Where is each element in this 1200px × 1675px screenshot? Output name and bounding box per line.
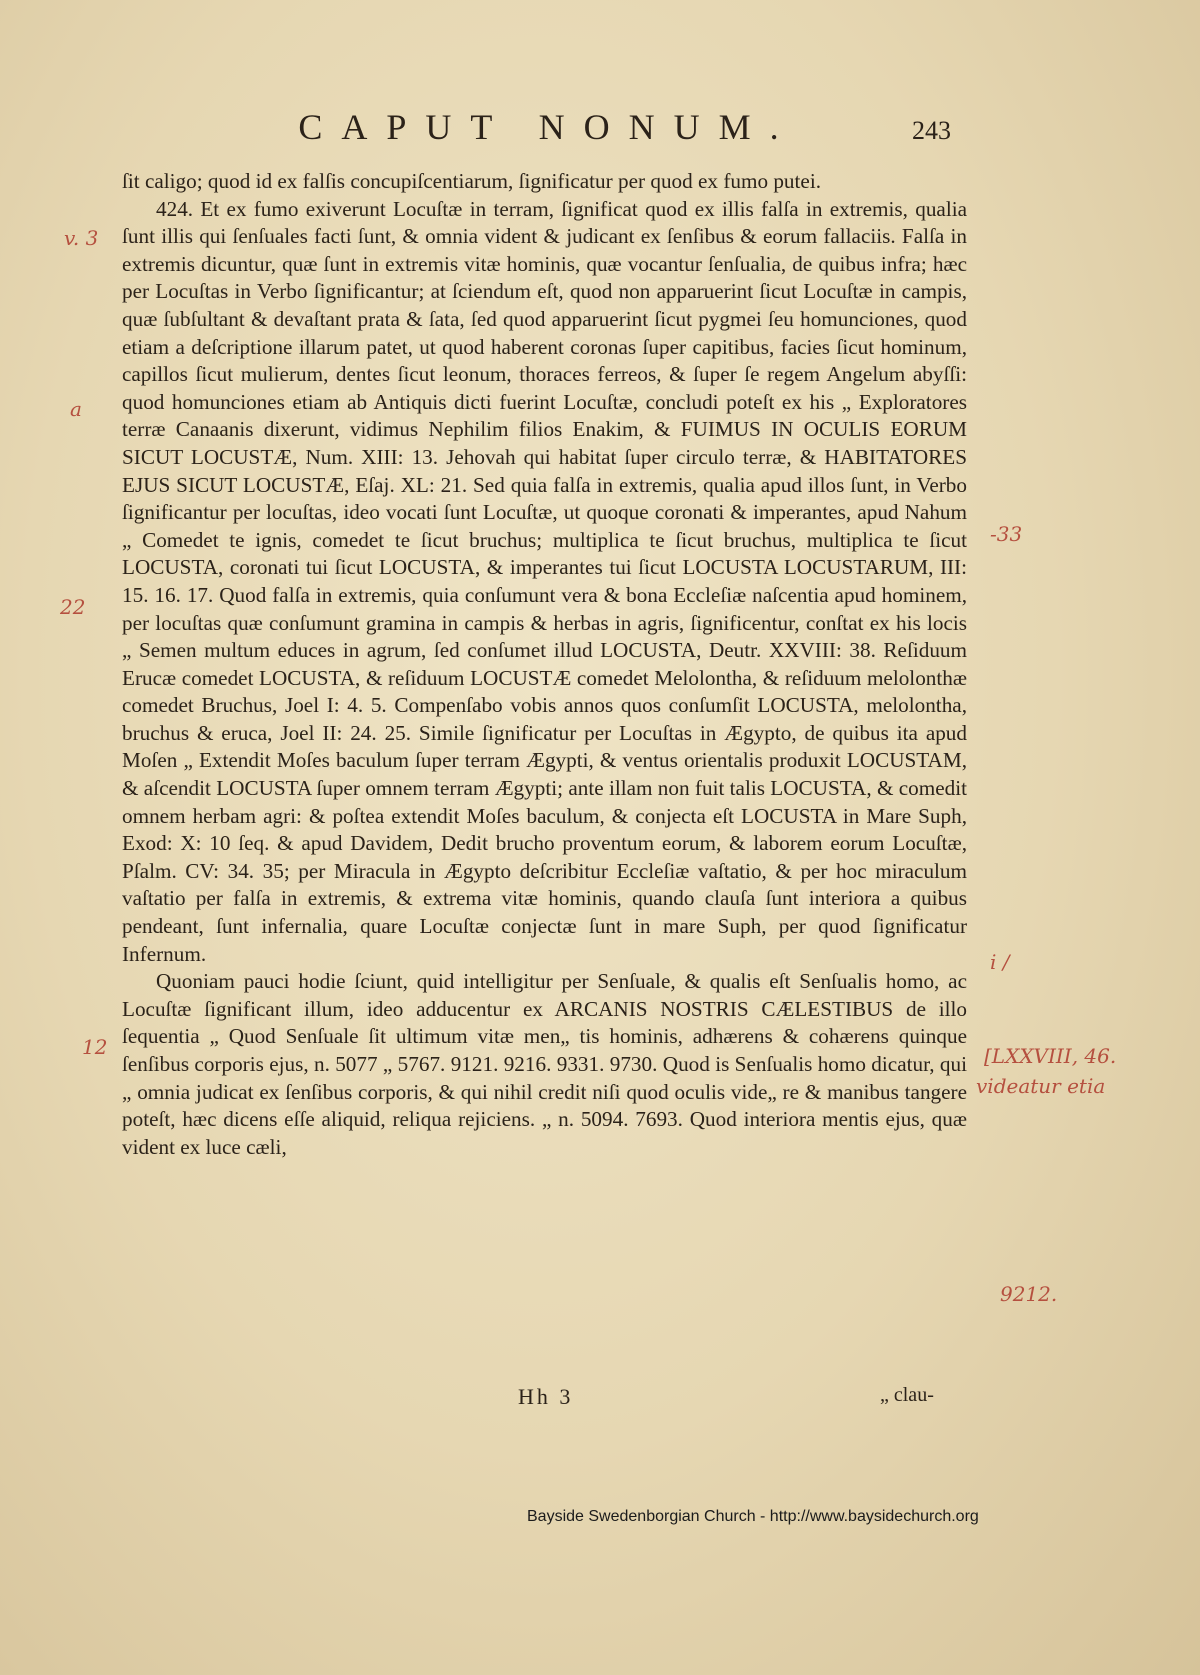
paragraph-424: 424. Et ex fumo exiverunt Locuſtæ in terram, ſignificat quod ex illis falſa in extremis, qualia ſunt illis qui ſenſuales facti ſunt, & omnia vident & judicant ex ſenſibus & eorum fallaciis. Falſa in extremis dicuntur, quæ ſunt in extremis vitæ hominis, quæ vocantur ſenſualia, de quibus infra; hæc per Locuſtas in Verbo ſignificantur; at ſciendum eſt, quod non apparuerint ſicut Locuſtæ in campis, quæ ſubſultant & devaſtant prata & ſata, ſed quod apparuerint ſicut pygmei ſeu homunciones, quod etiam a deſcriptione illarum patet, ut quod haberent coronas ſuper capitibus, facies ſicut hominum, capillos ſicut mulierum, dentes ſicut leonum, thoraces ferreos, & ſuper ſe regem Angelum abyſſi: quod homunciones etiam ab Antiquis dicti fuerint Locuſtæ, concludi poteſt ex his „ Exploratores terræ Canaanis dixerunt, vidimus Nephilim filios Enakim, & FUIMUS IN OCULIS EORUM SICUT LOCUSTÆ, Num. XIII: 13. Jehovah qui habitat ſuper circulo terræ, & HABITATORES EJUS SICUT LOCUSTÆ, Eſaj. XL: 21. Sed quia falſa in extremis, qualia apud illos ſunt, in Verbo ſignificantur per locuſtas, ideo vocati ſunt Locuſtæ, ut quoque coronati & imperantes, apud Nahum „ Comedet te ignis, comedet te ſicut bruchus; multiplica te ſicut bruchus, multiplica te ſicut LOCUSTA, coronati tui ſicut LOCUSTA, & imperantes tui ſicut LOCUSTA LOCUSTARUM, III: 15. 16. 17. Quod falſa in extremis, quia conſumunt vera & bona Eccleſiæ naſcentia apud hominem, per locuſtas quæ conſumunt gramina in campis & herbas in agris, ſignificentur, conſtat ex his locis „ Semen multum educes in agrum, ſed conſumet illud LOCUSTA, Deutr. XXVIII: 38. Reſiduum Erucæ comedet LOCUSTA, & reſiduum LOCUSTÆ comedet Melolontha, & reſiduum melolonthæ comedet Bruchus, Joel I: 4. 5. Compenſabo vobis annos quos conſumſit LOCUSTA, melolontha, bruchus & eruca, Joel II: 24. 25. Simile ſignificatur per Locuſtas in Ægypto, de quibus ita apud Moſen „ Extendit Moſes baculum ſuper terram Ægypti, & ventus orientalis produxit LOCUSTAM, & aſcendit LOCUSTA ſuper omnem terram Ægypti; ante illam non fuit talis LOCUSTA, & comedit omnem herbam agri: & poſtea extendit Moſes baculum, & conjecta eſt LOCUSTA in Mare Suph, Exod: X: 10 ſeq. & apud Davidem, Dedit brucho proventum eorum, & laborem eorum Locuſtæ, Pſalm. CV: 34. 35; per Miracula in Ægypto deſcribitur Eccleſiæ vaſtatio, & per hoc miraculum vaſtatio per falſa in extremis, & extrema vitæ hominis, quando clauſa ſunt interiora a quibus pendeant, ſunt infernalia, quare Locuſtæ conjectæ ſunt in mare Suph, per quod ſignificatur Infernum. (122, 196, 967, 966)
catchword: „ clau- (880, 1384, 934, 1406)
margin-note-lxxviii: [LXXVIII, 46. (984, 1044, 1117, 1068)
margin-note-33: -33 (990, 522, 1023, 546)
margin-note-9212: 9212. (1000, 1282, 1058, 1306)
page-number: 243 (912, 116, 951, 145)
running-head: CAPUT NONUM. (298, 107, 798, 147)
margin-note-i: i / (990, 950, 1010, 974)
signature-mark: Hh 3 (518, 1384, 574, 1409)
paragraph-continuation: ſit caligo; quod id ex falſis concupiſcentiarum, ſignificatur per quod ex fumo putei. (122, 169, 822, 193)
margin-note-a: a (70, 397, 82, 421)
paragraph-sensuale: Quoniam pauci hodie ſciunt, quid intelligitur per Senſuale, & qualis eſt Senſualis homo, ac Locuſtæ ſignificant illum, ideo adducentur ex ARCANIS NOSTRIS CÆLESTIBUS de illo ſequentia „ Quod Senſuale ſit ultimum vitæ men„ tis hominis, adhærens & cohærens quinque ſenſibus corporis ejus, n. 5077 „ 5767. 9121. 9216. 9331. 9730. Quod is Senſualis homo dicatur, qui „ omnia judicat ex ſenſibus corporis, & qui nihil credit niſi quod oculis vide„ re & manibus tangere poteſt, hæc dicens eſſe aliquid, reliqua rejiciens. „ n. 5094. 7693. Quod interiora mentis ejus, quæ vident ex luce cæli, (122, 969, 967, 1159)
margin-note-12: 12 (82, 1035, 108, 1059)
watermark-text: Bayside Swedenborgian Church - http://www.baysidechurch.org (527, 1508, 979, 1525)
margin-note-v3: v. 3 (64, 226, 99, 250)
margin-note-22: 22 (60, 595, 86, 619)
margin-note-videatur: videatur etia (976, 1074, 1106, 1098)
body-text (122, 168, 967, 1161)
